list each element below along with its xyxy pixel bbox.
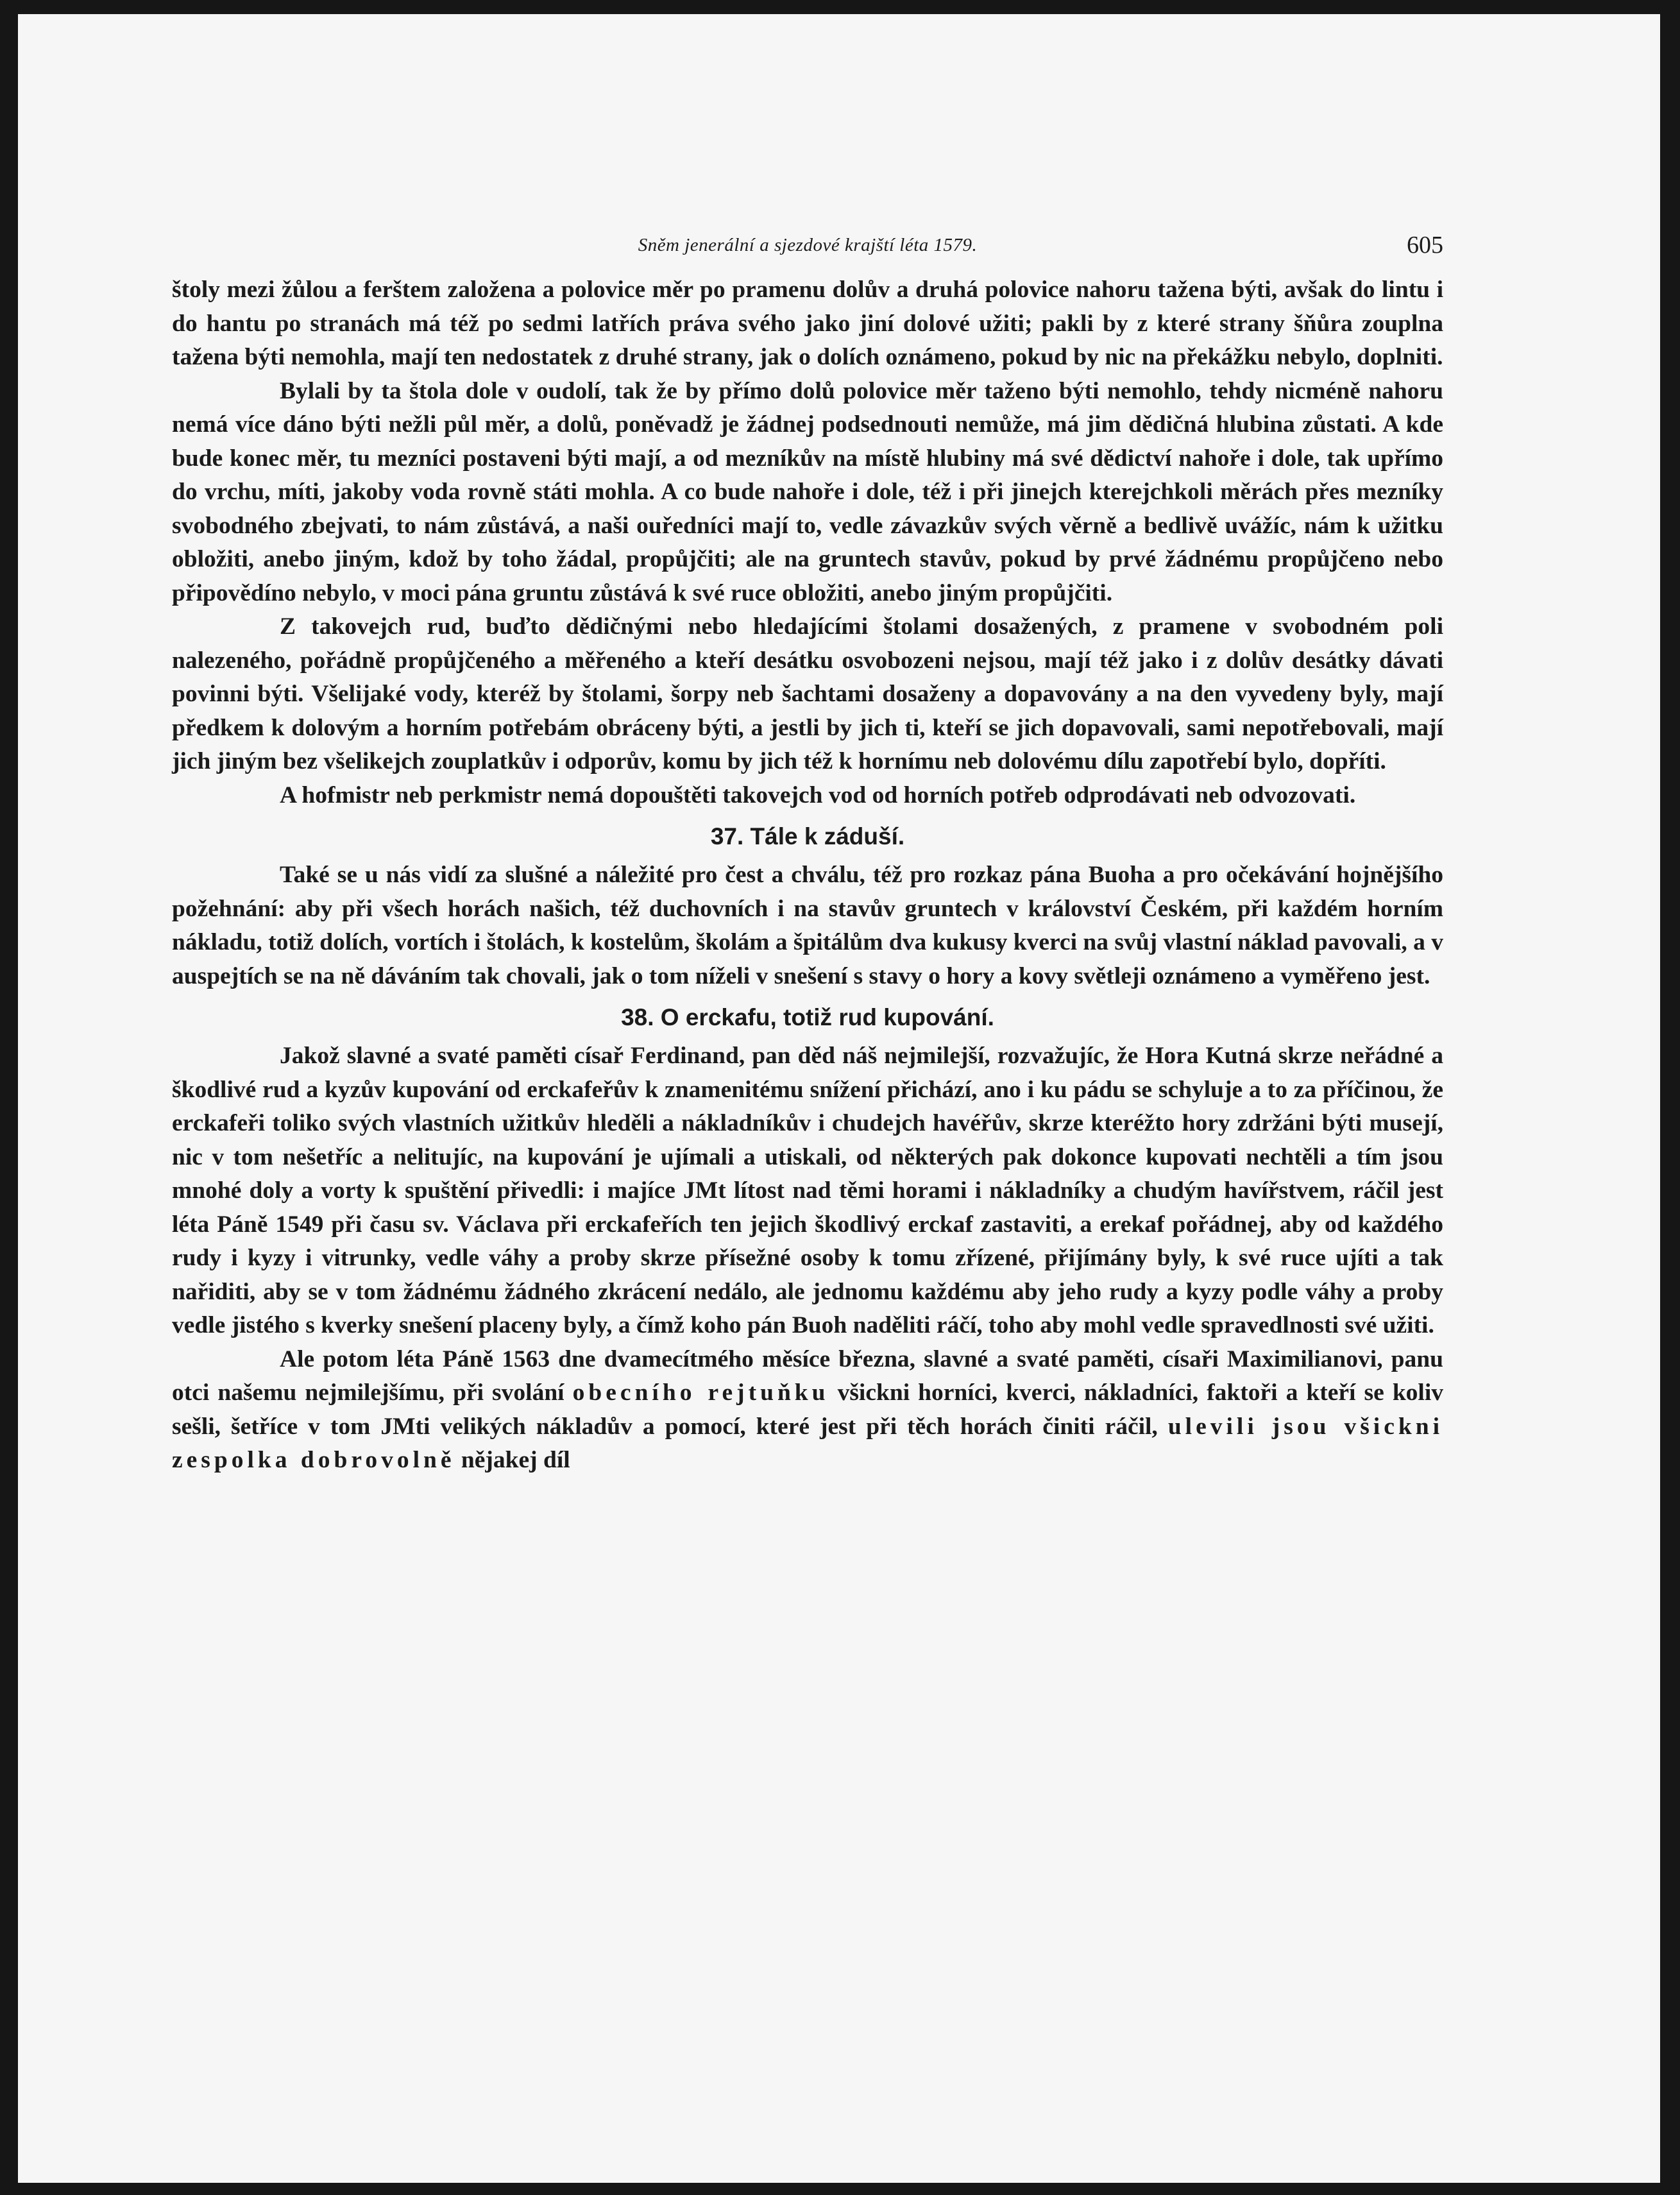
body-text xyxy=(172,273,1443,1478)
paragraph: Jakož slavné a svaté paměti císař Ferdinand, pan děd náš nejmilejší, rozvažujíc, že Hora Kutná skrze neřádné a škodlivé rud a kyzův kupování od erckafeřův k znamenitému snížení přichází, ano i ku pádu se schyluje a to za příčinou, že erckafeři toliko svých vlastních užitkův hleděli a nákladníkův i chudejch havéřův, skrze kteréžto hory zdržáni býti musejí, nic v tom nešetříc a nelitujíc, na kupování je ujímali a utiskali, od některých pak dokonce kupovati nechtěli a tím jsou mnohé doly a vorty k spuštění přivedli: i majíce JMt lítost nad těmi horami i nákladníky a chudým havířstvem, ráčil jest léta Páně 1549 při času sv. Václava při erckafeřích ten jejich škodlivý erckaf zastaviti, a erekaf pořádnej, aby od každého rudy i kyzy i vitrunky, vedle váhy a proby skrze přísežné osoby k tomu zřízené, přijímány byly, k své ruce ujíti a tak nařiditi, aby se v tom žádnému žádného zkrácení nedálo, ale jednomu každému aby jeho rudy a kyzy podle váhy a proby vedle jistého s kverky snešení placeny byly, a čímž koho pán Buoh naděliti ráčí, toho aby mohl vedle spravedlnosti své užiti. xyxy=(172,1043,1443,1338)
page-content xyxy=(172,232,1444,1478)
paragraph-text: nějakej díl xyxy=(461,1447,570,1473)
spaced-text: obecního rejtuňku xyxy=(572,1379,829,1406)
paragraph: Bylali by ta štola dole v oudolí, tak že by přímo dolů polovice měr taženo býti nemohlo, tehdy nicméně nahoru nemá více dáno býti nežli půl měr, a dolů, poněvadž je žádnej podsednouti nemůže, má jim dědičná hlubina zůstati. A kde bude konec měr, tu mezníci postaveni býti mají, a od mezníkův na místě hlubiny má své dědictví nahoře i dole, tak upřímo do vrchu, míti, jakoby voda rovně státi mohla. A co bude nahoře i dole, též i při jinejch kterejchkoli měrách přes mezníky svobodného zbejvati, to nám zůstává, a naši ouředníci mají to, vedle závazkův svých věrně a bedlivě uvážíc, nám k užitku obložiti, anebo jiným, kdož by toho žádal, propůjčiti; ale na gruntech stavův, pokud by prvé žádnému propůjčeno nebo připovědíno nebylo, v moci pána gruntu zůstává k své ruce obložiti, anebo jiným propůjčiti. xyxy=(172,377,1443,606)
paragraph: A hofmistr neb perkmistr nemá dopouštěti takovejch vod od horních potřeb odprodávati neb odvozovati. xyxy=(280,781,1356,808)
running-head xyxy=(172,232,1443,273)
spaced-text: ulevili jsou všickni zespolka dobrovolně xyxy=(172,1413,1443,1473)
paragraph-text: Ale potom léta Páně 1563 dne dvamecítmého měsíce března, slavné a svaté paměti, císaři Maximilianovi, panu otci našemu nejmilejšímu, při svolání xyxy=(172,1345,1443,1406)
paragraph: Z takovejch rud, buďto dědičnými nebo hledajícími štolami dosažených, z pramene v svobodném poli nalezeného, pořádně propůjčeného a měřeného a kteří desátku osvobozeni nejsou, mají též jako i z dolův desátky dávati povinni býti. Všelijaké vody, kteréž by štolami, šorpy neb šachtami dosaženy a dopavovány a na den vyvedeny byly, mají předkem k dolovým a horním potřebám obráceny býti, a jestli by jich ti, kteří se jich dopavovali, sami nepotřebovali, mají jich jiným bez všelikejch zouplatkův i odporův, komu by jich též k hornímu neb dolovému dílu zapotřebí bylo, dopříti. xyxy=(172,613,1443,774)
paragraph: Také se u nás vidí za slušné a náležité pro čest a chválu, též pro rozkaz pána Buoha a pro očekávání hojnějšího požehnání: aby při všech horách našich, též duchovních i na stavův gruntech v království Českém, při každém horním nákladu, totiž dolích, vortích i štolách, k kostelům, školám a špitálům dva kukusy kverci na svůj vlastní náklad pavovali, a v auspejtích se na ně dáváním tak chovali, jak o tom níželi v snešení s stavy o hory a kovy světleji oznámeno a vyměřeno jest. xyxy=(172,862,1443,989)
paragraph-text: všickni horníci, kverci, nákladníci, faktoři a kteří se koliv sešli, šetříce v tom JMti velikých nákladův a pomocí, které jest při těch horách činiti ráčil, xyxy=(172,1379,1444,1440)
section-heading-38: 38. O erckafu, totiž rud kupování. xyxy=(621,1004,994,1030)
paragraph: štoly mezi žůlou a ferštem založena a polovice měr po pramenu dolův a druhá polovice nahoru tažena býti, avšak do lintu i do hantu po stranách má též po sedmi latřích práva svého jako jiní dolové užiti; pakli by z které strany šňůra zouplna tažena býti nemohla, mají ten nedostatek z druhé strany, jak o dolích oznámeno, pokud by nic na překážku nebylo, doplniti. xyxy=(172,277,1443,370)
paragraph xyxy=(172,1343,1443,1478)
page-number: 605 xyxy=(1407,232,1443,259)
running-title: Sněm jenerální a sjezdové krajští léta 1579. xyxy=(638,235,978,255)
section-heading-37: 37. Tále k záduší. xyxy=(710,823,905,850)
